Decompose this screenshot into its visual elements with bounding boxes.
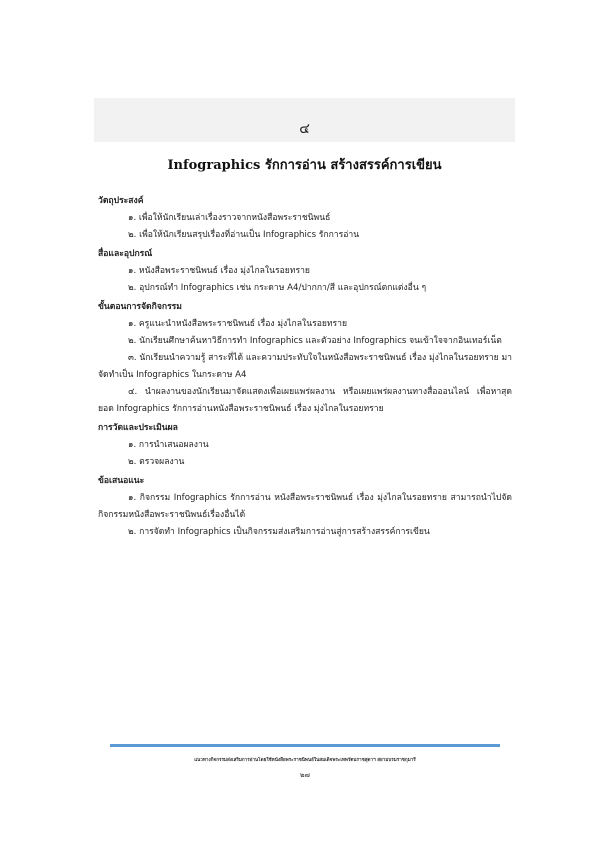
- list-item: ๒. เพื่อให้นักเรียนสรุปเรื่องที่อ่านเป็น Infographics รักการอ่าน: [128, 230, 360, 240]
- list-item: ๒. การจัดทำ Infographics เป็นกิจกรรมส่งเสริมการอ่านสู่การสร้างสรรค์การเขียน: [128, 527, 430, 537]
- list-item: ๑. กิจกรรม Infographics รักการอ่าน หนังสือพระราชนิพนธ์ เรื่อง มุ่งไกลในรอยทราย สามารถนำไปจัดกิจกรรมหนังสือพระราชนิพนธ์เรื่องอื่นได้: [98, 493, 512, 520]
- list-item: ๑. หนังสือพระราชนิพนธ์ เรื่อง มุ่งไกลในรอยทราย: [128, 266, 310, 276]
- section-heading-objectives: วัตถุประสงค์: [98, 196, 144, 206]
- section-heading-materials: สื่อและอุปกรณ์: [98, 249, 153, 259]
- list-item: ๒. อุปกรณ์ทำ Infographics เช่น กระดาษ A4/ปากกา/สี และอุปกรณ์ตกแต่งอื่น ๆ: [128, 283, 427, 293]
- footer-rule: [110, 744, 500, 747]
- list-item: ๓. นักเรียนนำความรู้ สาระที่ได้ และความประทับใจในหนังสือพระราชนิพนธ์ เรื่อง มุ่งไกลในรอยทราย มาจัดทำเป็น Infographics ในกระดาษ A4: [98, 353, 512, 380]
- chapter-header-band: [94, 98, 515, 142]
- section-heading-suggestions: ข้อเสนอแนะ: [98, 476, 145, 486]
- document-body: [98, 193, 512, 541]
- section-heading-evaluation: การวัดและประเมินผล: [98, 423, 178, 433]
- list-item: ๒. นักเรียนศึกษาค้นหาวิธีการทำ Infographics และตัวอย่าง Infographics จนเข้าใจจากอินเทอร์เน็ต: [128, 336, 502, 346]
- section-heading-procedure: ขั้นตอนการจัดกิจกรรม: [98, 302, 182, 312]
- list-item: ๑. ครูแนะนำหนังสือพระราชนิพนธ์ เรื่อง มุ่งไกลในรอยทราย: [128, 319, 348, 329]
- list-item: ๔. นำผลงานของนักเรียนมาจัดแสดงเพื่อเผยแพร่ผลงาน หรือเผยแพร่ผลงานทางสื่อออนไลน์ เพื่อหาสุดยอด Infographics รักการอ่านหนังสือพระราชนิพนธ์ เรื่อง มุ่งไกลในรอยทราย: [98, 387, 512, 414]
- list-item: ๑. การนำเสนอผลงาน: [128, 440, 209, 450]
- footer-caption: แนวทางกิจกรรมส่งเสริมการอ่านโดยใช้หนังสือพระราชนิพนธ์ในสมเด็จพระเทพรัตนราชสุดาฯ สยามบรมราชกุมารี: [194, 758, 416, 763]
- page-number: ๒๗: [300, 771, 310, 779]
- chapter-number: ๔: [299, 121, 310, 137]
- list-item: ๒. ตรวจผลงาน: [128, 457, 185, 467]
- list-item: ๑. เพื่อให้นักเรียนเล่าเรื่องราวจากหนังสือพระราชนิพนธ์: [128, 213, 331, 223]
- document-title: Infographics รักการอ่าน สร้างสรรค์การเขียน: [167, 158, 442, 173]
